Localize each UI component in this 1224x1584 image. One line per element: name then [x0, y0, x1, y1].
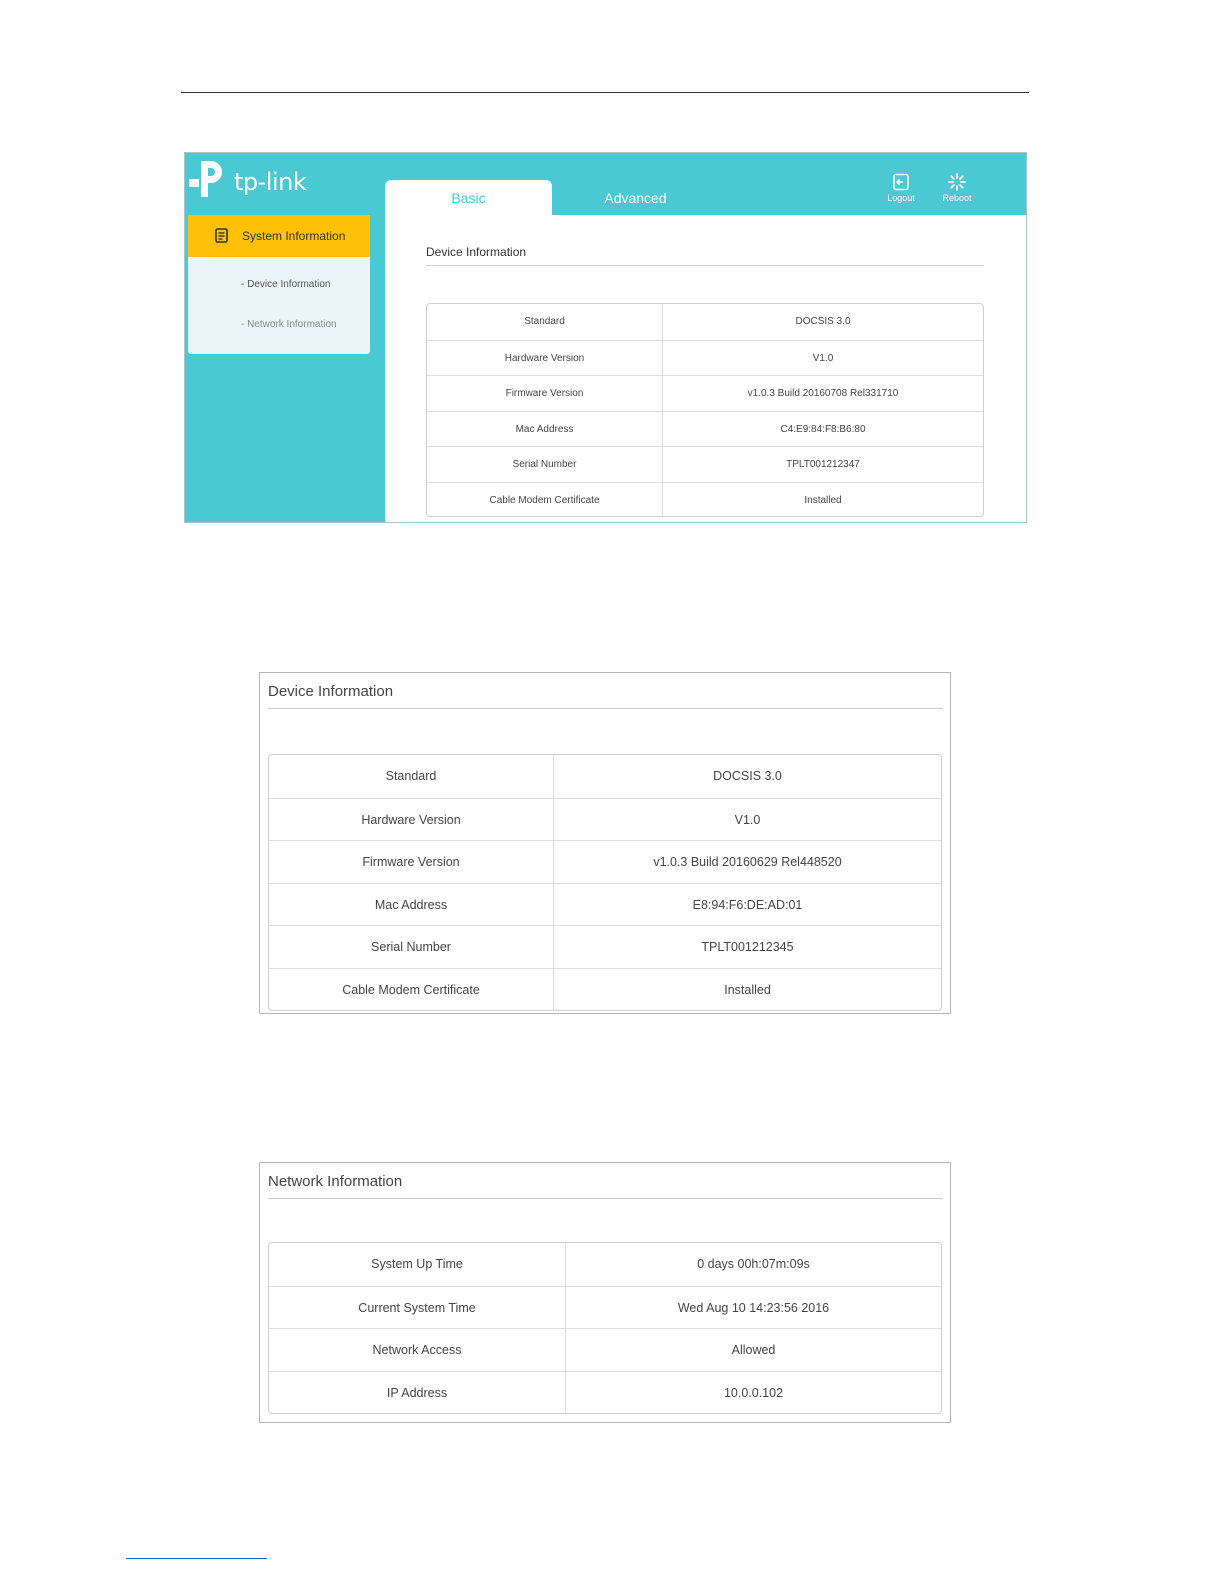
- row-value: DOCSIS 3.0: [795, 316, 851, 327]
- tp-link-logo-icon: [187, 157, 231, 201]
- tab-advanced[interactable]: Advanced: [604, 190, 667, 206]
- row-value: TPLT001212347: [786, 459, 860, 470]
- row-label: Hardware Version: [427, 341, 663, 376]
- row-value: E8:94:F6:DE:AD:01: [692, 897, 803, 912]
- tp-link-logo: [187, 157, 377, 205]
- reboot-button[interactable]: [937, 173, 977, 203]
- page-header-rule: [181, 92, 1029, 93]
- sidebar-subitem-device-information[interactable]: - Device Information: [241, 279, 331, 290]
- row-label: Mac Address: [427, 412, 663, 447]
- device-information-table: [268, 754, 942, 1011]
- row-label: Hardware Version: [269, 799, 554, 841]
- device-information-panel: [259, 672, 951, 1014]
- row-label: Firmware Version: [427, 376, 663, 411]
- network-information-table: [268, 1242, 942, 1414]
- row-value: v1.0.3 Build 20160629 Rel448520: [653, 855, 842, 870]
- row-value: V1.0: [812, 352, 834, 364]
- table-row: [427, 340, 983, 376]
- panel-title: Device Information: [268, 683, 943, 709]
- row-label: Cable Modem Certificate: [427, 483, 663, 518]
- table-row: [269, 1371, 941, 1414]
- router-web-ui: [184, 152, 1027, 523]
- table-row: [427, 375, 983, 411]
- sidebar: [188, 215, 370, 354]
- table-row: [427, 482, 983, 518]
- table-row: [269, 1243, 941, 1286]
- row-label: Network Access: [269, 1329, 566, 1371]
- row-value: v1.0.3 Build 20160708 Rel331710: [747, 388, 899, 399]
- row-label: IP Address: [269, 1372, 566, 1414]
- table-row: [427, 446, 983, 482]
- row-label: System Up Time: [269, 1243, 566, 1286]
- row-label: Serial Number: [427, 447, 663, 482]
- table-row: [269, 925, 941, 968]
- network-information-panel: [259, 1162, 951, 1423]
- tab-basic[interactable]: Basic: [385, 180, 552, 216]
- reboot-label: Reboot: [942, 193, 972, 203]
- row-label: Cable Modem Certificate: [269, 969, 554, 1011]
- table-row: [427, 304, 983, 340]
- row-value: Wed Aug 10 14:23:56 2016: [677, 1300, 830, 1315]
- row-value: Installed: [724, 982, 771, 997]
- document-icon: [215, 228, 228, 243]
- table-row: [269, 1286, 941, 1329]
- table-row: [269, 1328, 941, 1371]
- row-value: V1.0: [734, 812, 761, 827]
- sidebar-item-label: System Information: [242, 229, 346, 243]
- device-info-table: [426, 303, 984, 517]
- row-label: Standard: [427, 304, 663, 340]
- sidebar-subitem-network-information[interactable]: - Network Information: [241, 319, 337, 330]
- row-value: 10.0.0.102: [723, 1385, 784, 1400]
- row-value: TPLT001212345: [701, 940, 794, 955]
- table-row: [269, 755, 941, 798]
- table-row: [269, 968, 941, 1011]
- table-row: [269, 840, 941, 883]
- logo-text: tp-link: [234, 168, 307, 196]
- row-value: Installed: [804, 494, 842, 506]
- row-value: 0 days 00h:07m:09s: [697, 1257, 810, 1271]
- row-value: C4:E9:84:F8:B6:80: [780, 423, 866, 435]
- main-content: [385, 215, 1026, 523]
- table-row: [269, 883, 941, 926]
- row-value: Allowed: [731, 1343, 776, 1358]
- row-label: Serial Number: [269, 926, 554, 968]
- row-label: Standard: [269, 755, 554, 798]
- section-title: Device Information: [426, 245, 984, 266]
- panel-title: Network Information: [268, 1173, 943, 1199]
- logout-label: Logout: [887, 193, 915, 203]
- row-value: DOCSIS 3.0: [713, 769, 782, 783]
- logout-button[interactable]: [881, 173, 921, 203]
- footnote-rule: [126, 1558, 267, 1559]
- table-row: [269, 798, 941, 841]
- logout-icon: [892, 173, 910, 191]
- row-label: Firmware Version: [269, 841, 554, 883]
- row-label: Mac Address: [269, 884, 554, 926]
- table-row: [427, 411, 983, 447]
- row-label: Current System Time: [269, 1287, 566, 1329]
- sidebar-item-system-information[interactable]: [188, 215, 370, 257]
- reboot-icon: [948, 173, 966, 191]
